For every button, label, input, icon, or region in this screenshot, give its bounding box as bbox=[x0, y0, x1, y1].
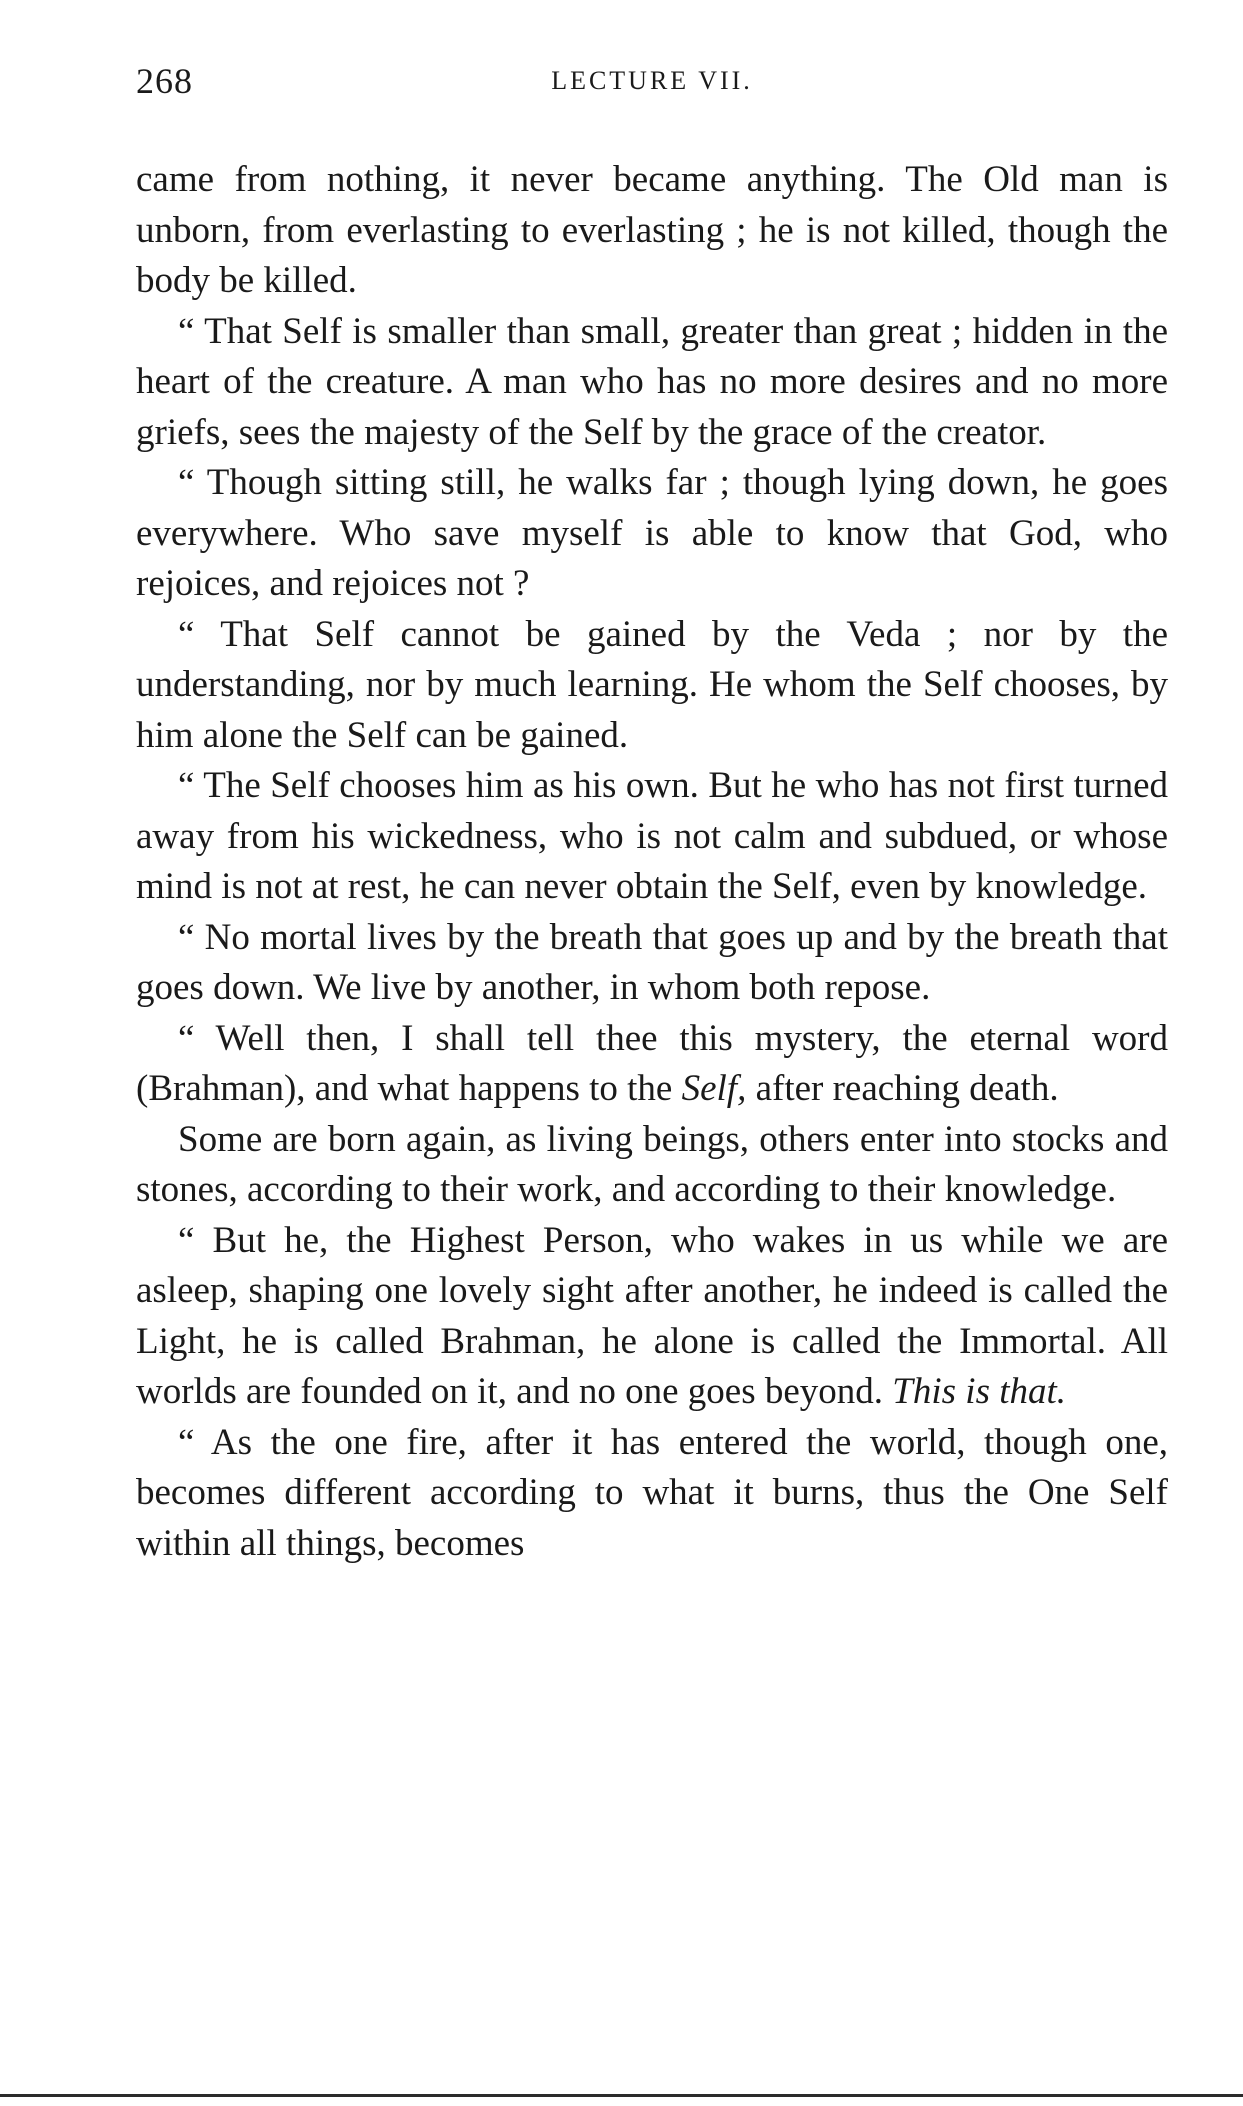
running-head: LECTURE VII. bbox=[551, 66, 753, 95]
body-text bbox=[136, 155, 1168, 1569]
paragraph: “ As the one fire, after it has entered the world, though one, becomes different according to what it burns, thus the One Self within all things, becomes bbox=[136, 1421, 1168, 1564]
paragraph: came from nothing, it never became anything. The Old man is unborn, from everlasting to everlasting ; he is not killed, though the body be killed. bbox=[136, 159, 1168, 301]
italic-text: This is that. bbox=[892, 1371, 1067, 1412]
bottom-rule bbox=[0, 2094, 1243, 2097]
paragraph: Some are born again, as living beings, others enter into stocks and stones, according to their work, and according to their knowledge. bbox=[136, 1118, 1168, 1210]
paragraph: “ That Self cannot be gained by the Veda ; nor by the understanding, nor by much learning. He whom the Self chooses, by him alone the Self can be gained. bbox=[136, 613, 1168, 756]
paragraph: “ The Self chooses him as his own. But he who has not first turned away from his wickedness, who is not calm and subdued, or whose mind is not at rest, he can never obtain the Self, even by knowledge. bbox=[136, 765, 1168, 907]
italic-text: Self, bbox=[681, 1068, 747, 1109]
paragraph: “ But he, the Highest Person, who wakes in us while we are asleep, shaping one lovely sight after another, he indeed is called the Light, he is called Brahman, he alone is called the Immortal. All worlds are founded on it, and no one goes beyond. This is that. bbox=[136, 1219, 1168, 1412]
page-header bbox=[136, 60, 1168, 110]
paragraph: “ Well then, I shall tell thee this mystery, the eternal word (Brahman), and what happens to the Self, after reaching death. bbox=[136, 1017, 1168, 1109]
paragraph: “ No mortal lives by the breath that goes up and by the breath that goes down. We live by another, in whom both repose. bbox=[136, 916, 1168, 1008]
paragraph: “ Though sitting still, he walks far ; though lying down, he goes everywhere. Who save myself is able to know that God, who rejoices, and rejoices not ? bbox=[136, 462, 1168, 604]
paragraph: “ That Self is smaller than small, greater than great ; hidden in the heart of the creature. A man who has no more desires and no more griefs, sees the majesty of the Self by the grace of the creator. bbox=[136, 310, 1168, 453]
page-number: 268 bbox=[136, 61, 193, 101]
